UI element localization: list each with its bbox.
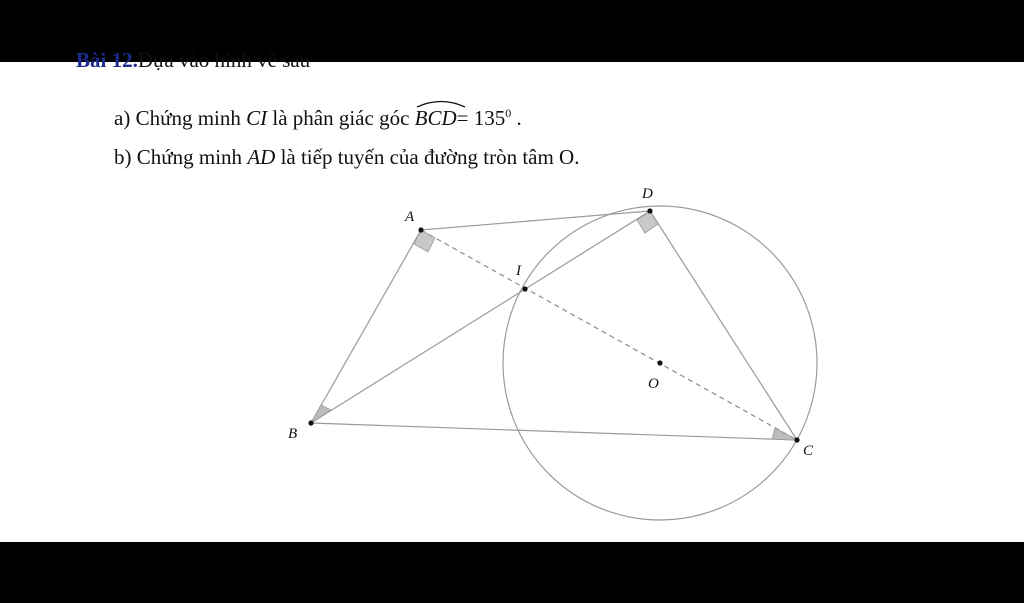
point-a (418, 227, 423, 232)
segment-ac-dashed (421, 230, 797, 440)
label-i: I (516, 263, 521, 279)
label-d: D (642, 186, 653, 202)
degree-mark: 0 (505, 106, 512, 120)
question-a-middle: là phân giác góc (272, 106, 410, 130)
segment-ab-line (311, 230, 421, 423)
document-page (0, 48, 1024, 542)
segment-ad: AD (247, 145, 276, 169)
geometry-figure (0, 62, 1024, 542)
segment-bd-line (311, 211, 650, 423)
point-b (308, 420, 313, 425)
right-angle-a-icon (414, 230, 435, 252)
segment-ad-line (421, 211, 650, 230)
right-angle-d-icon (637, 211, 658, 233)
label-o: O (648, 376, 659, 392)
segment-bc-line (311, 423, 797, 440)
question-a-end: . (516, 106, 522, 130)
bottom-black-bar (0, 542, 1024, 603)
question-a-prefix: a) Chứng minh (114, 106, 241, 130)
label-b: B (288, 426, 298, 442)
exercise-number: Bài 12. (76, 48, 138, 72)
question-b-prefix: b) Chứng minh (114, 145, 243, 169)
angle-bcd-text: BCD (414, 106, 457, 130)
label-c: C (803, 443, 814, 459)
point-d (647, 208, 652, 213)
point-o (657, 360, 662, 365)
exercise-instruction: Dựa vào hình vẽ sau (137, 48, 311, 72)
segment-ci: CI (246, 106, 268, 130)
label-a: A (405, 209, 415, 225)
question-b-rest: là tiếp tuyến của đường tròn tâm O. (280, 145, 580, 169)
segment-dc-line (650, 211, 797, 440)
point-i (522, 286, 527, 291)
angle-b-icon (311, 405, 331, 423)
point-c (794, 437, 799, 442)
angle-equals: = 135 (456, 106, 506, 130)
